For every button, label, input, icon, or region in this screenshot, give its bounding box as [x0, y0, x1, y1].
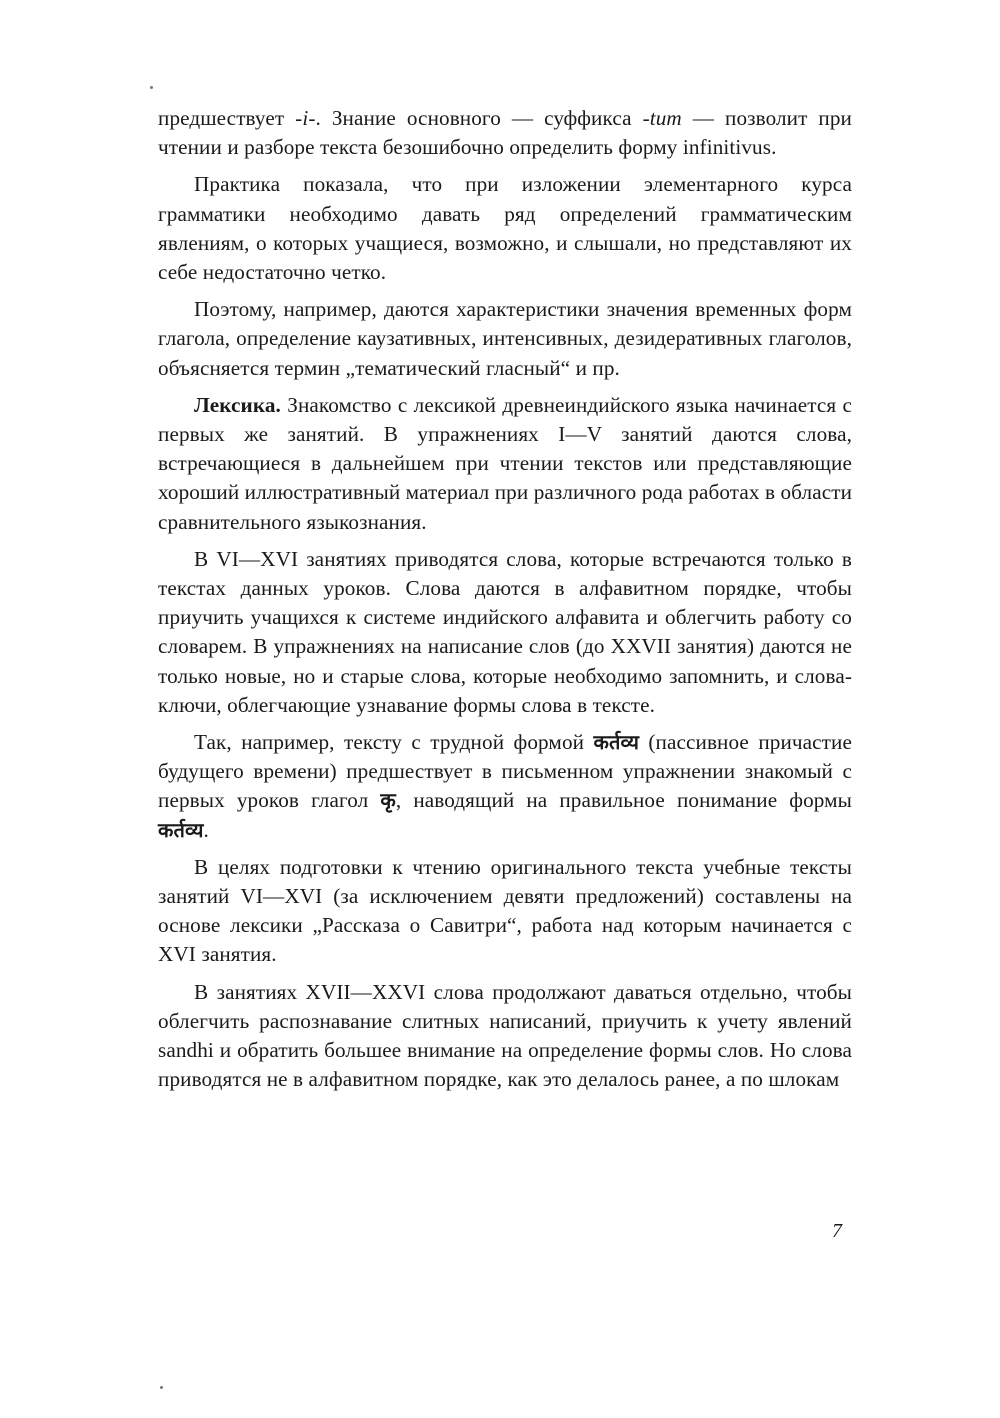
paragraph-8: В занятиях XVII—XXVI слова продолжают даваться отдельно, чтобы облегчить распознавание слитных написаний, приучить к учету явлений sandhi и обратить большее внимание на определение формы слов. Но слова приводятся не в алфавитном порядке, как это делалось ранее, а по шлокам [158, 979, 852, 1092]
paragraph-4-text: Знакомство с лексикой древнеиндийского языка начинается с первых же занятий. В упражнениях I—V занятий даются слова, встречающиеся в дальнейшем при чтении текстов или представляющие хороший иллюстративный материал при различного рода работах в области сравнительного языкознания. [158, 392, 853, 534]
paragraph-2: Практика показала, что при изложении элементарного курса грамматики необходимо давать ряд определений грамматическим явлениям, о которых учащиеся, возможно, и слышали, но представляют их себе недостаточно четко. [158, 172, 852, 285]
section-heading-lexicon: Лексика. [194, 392, 281, 417]
paragraph-6-text-a: Так, например, тексту с трудной формой [194, 730, 594, 755]
paragraph-4 [158, 391, 852, 537]
paragraph-7: В целях подготовки к чтению оригинального текста учебные тексты занятий VI—XVI (за исключением девяти предложений) составлены на основе лексики „Рассказа о Савитри“, работа над которым начинается с XVI занятия. [158, 854, 852, 967]
scan-speck [160, 1386, 163, 1389]
devanagari-word-kartavya-2: कर्तव्य [158, 817, 204, 842]
scan-speck [150, 86, 153, 89]
paragraph-1 [158, 104, 852, 162]
paragraph-6-text-c: , наводящий на правильное понимание формы [395, 788, 852, 813]
paragraph-1-text-e: — позволит при чтении и разборе текста безошибочно определить форму infinitivus. [158, 106, 852, 160]
devanagari-word-kartavya: कर्तव्य [593, 730, 639, 755]
suffix-tum: -tum [642, 106, 682, 130]
suffix-i: -i- [295, 106, 316, 130]
page-body [158, 104, 852, 1103]
paragraph-1-text-a: предшествует [158, 106, 296, 130]
paragraph-6-text-b: (пассивное причастие будущего времени) предшествует в письменном упражнении знакомый с первых уроков глагол [158, 730, 852, 813]
page-number: 7 [832, 1220, 842, 1242]
paragraph-5: В VI—XVI занятиях приводятся слова, которые встречаются только в текстах данных уроков. Слова даются в алфавитном порядке, чтобы приучить учащихся к системе индийского алфавита и облегчить работу со словарем. В упражнениях на написание слов (до XXVII занятия) даются не только новые, но и старые слова, которые необходимо запомнить, и слова-ключи, облегчающие узнавание формы слова в тексте. [158, 546, 852, 717]
devanagari-word-kr: कृ [380, 788, 396, 813]
paragraph-6-text-d: . [203, 817, 209, 842]
paragraph-3: Поэтому, например, даются характеристики значения временных форм глагола, определение каузативных, интенсивных, дезидеративных глаголов, объясняется термин „тематический гласный“ и пр. [158, 297, 852, 380]
paragraph-1-text-c: . Знание основного — суффикса [315, 106, 643, 130]
paragraph-6 [158, 728, 852, 845]
